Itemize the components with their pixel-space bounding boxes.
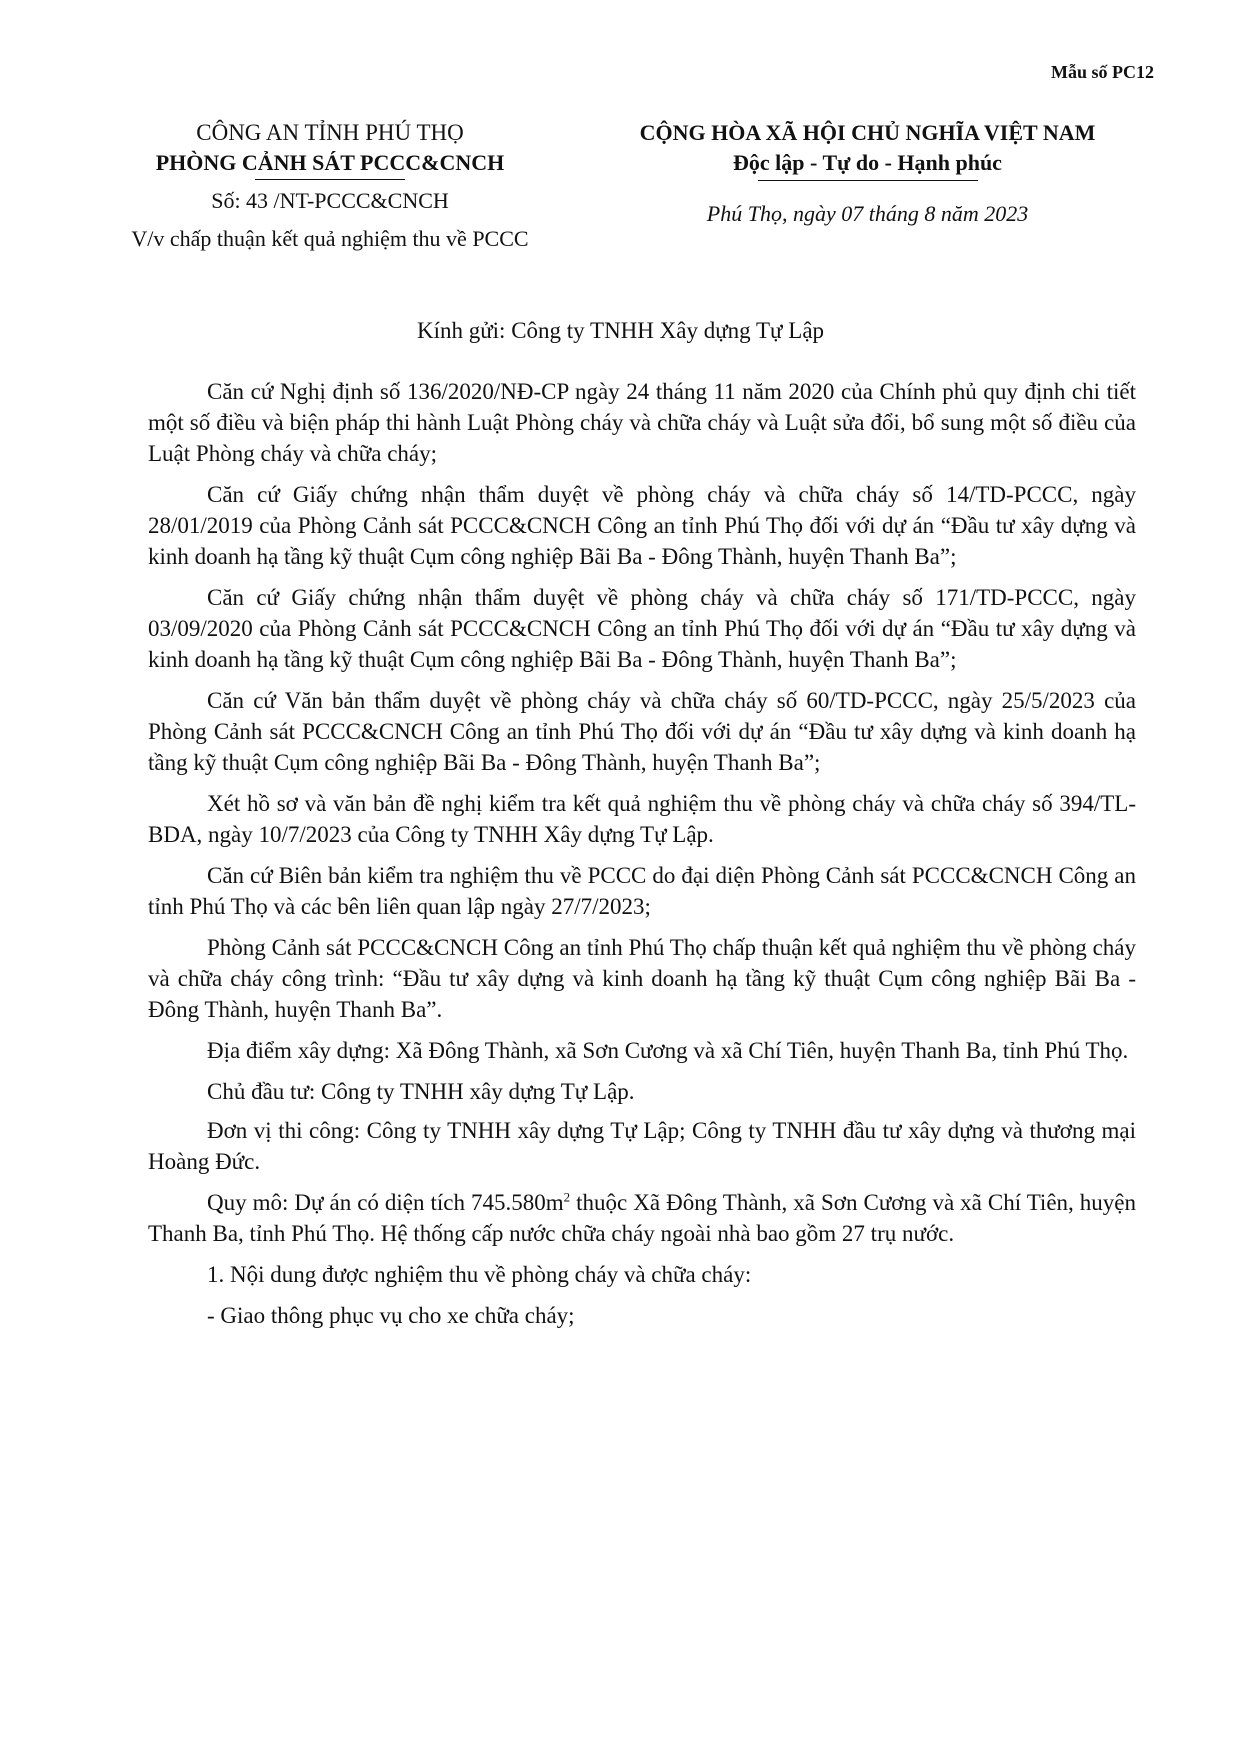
national-motto: Độc lập - Tự do - Hạnh phúc	[733, 150, 1002, 175]
list-item: - Giao thông phục vụ cho xe chữa cháy;	[207, 1303, 575, 1328]
paragraph-investor: Chủ đầu tư: Công ty TNHH xây dựng Tự Lập.	[207, 1079, 635, 1104]
paragraph-contractor: Đơn vị thi công: Công ty TNHH xây dựng Tự Lập; Công ty TNHH đầu tư xây dựng và thương mại Hoàng Đức.	[148, 1118, 1136, 1174]
agency-name: CÔNG AN TỈNH PHÚ THỌ	[196, 120, 464, 145]
document-body	[148, 376, 1136, 1341]
national-header	[585, 118, 1150, 229]
paragraph-request-dossier: Xét hồ sơ và văn bản đề nghị kiểm tra kết quả nghiệm thu về phòng cháy và chữa cháy số 394/TL-BDA, ngày 10/7/2023 của Công ty TNHH Xây dựng Tự Lập.	[148, 791, 1136, 847]
paragraph-inspection-record: Căn cứ Biên bản kiểm tra nghiệm thu về PCCC do đại diện Phòng Cảnh sát PCCC&CNCH Công an tỉnh Phú Thọ và các bên liên quan lập ngày 27/7/2023;	[148, 863, 1136, 919]
form-code: Mẫu số PC12	[1051, 62, 1154, 82]
scale-text-end: thuộc Xã Đông Thành, xã Sơn Cương và xã Chí Tiên, huyện Thanh Ba, tỉnh Phú Thọ. Hệ thống cấp nước chữa cháy ngoài nhà bao gồm 27 trụ nước.	[148, 1190, 1136, 1246]
section-heading-1: 1. Nội dung được nghiệm thu về phòng cháy và chữa cháy:	[207, 1262, 752, 1287]
paragraph-location: Địa điểm xây dựng: Xã Đông Thành, xã Sơn Cương và xã Chí Tiên, huyện Thanh Ba, tỉnh Phú Thọ.	[207, 1038, 1129, 1063]
paragraph-acceptance: Phòng Cảnh sát PCCC&CNCH Công an tỉnh Phú Thọ chấp thuận kết quả nghiệm thu về phòng cháy và chữa cháy công trình: “Đầu tư xây dựng và kinh doanh hạ tầng kỹ thuật Cụm công nghiệp Bãi Ba - Đông Thành, huyện Thanh Ba”.	[148, 935, 1136, 1022]
paragraph-certificate-2019: Căn cứ Giấy chứng nhận thẩm duyệt về phòng cháy và chữa cháy số 14/TD-PCCC, ngày 28/01/2019 của Phòng Cảnh sát PCCC&CNCH Công an tỉnh Phú Thọ đối với dự án “Đầu tư xây dựng và kinh doanh hạ tầng kỹ thuật Cụm công nghiệp Bãi Ba - Đông Thành, huyện Thanh Ba”;	[148, 482, 1136, 569]
department-underline	[255, 179, 405, 180]
paragraph-approval-2023: Căn cứ Văn bản thẩm duyệt về phòng cháy và chữa cháy số 60/TD-PCCC, ngày 25/5/2023 của Phòng Cảnh sát PCCC&CNCH Công an tỉnh Phú Thọ đối với dự án “Đầu tư xây dựng và kinh doanh hạ tầng kỹ thuật Cụm công nghiệp Bãi Ba - Đông Thành, huyện Thanh Ba”;	[148, 688, 1136, 775]
document-subject: V/v chấp thuận kết quả nghiệm thu về PCCC	[131, 226, 529, 251]
nation-name: CỘNG HÒA XÃ HỘI CHỦ NGHĨA VIỆT NAM	[639, 120, 1096, 145]
scale-superscript: 2	[563, 1189, 571, 1205]
scale-text-start: Quy mô: Dự án có diện tích 745.580m	[207, 1190, 564, 1215]
issuer-header	[60, 118, 600, 254]
paragraph-legal-basis-decree: Căn cứ Nghị định số 136/2020/NĐ-CP ngày 24 tháng 11 năm 2020 của Chính phủ quy định chi tiết một số điều và biện pháp thi hành Luật Phòng cháy và chữa cháy và Luật sửa đổi, bổ sung một số điều của Luật Phòng cháy và chữa cháy;	[148, 379, 1136, 466]
paragraph-certificate-2020: Căn cứ Giấy chứng nhận thẩm duyệt về phòng cháy và chữa cháy số 171/TD-PCCC, ngày 03/09/2020 của Phòng Cảnh sát PCCC&CNCH Công an tỉnh Phú Thọ đối với dự án “Đầu tư xây dựng và kinh doanh hạ tầng kỹ thuật Cụm công nghiệp Bãi Ba - Đông Thành, huyện Thanh Ba”;	[148, 585, 1136, 672]
recipient-line: Kính gửi: Công ty TNHH Xây dựng Tự Lập	[416, 318, 825, 343]
document-number: Số: 43 /NT-PCCC&CNCH	[211, 188, 449, 213]
department-name: PHÒNG CẢNH SÁT PCCC&CNCH	[155, 150, 505, 175]
date-line: Phú Thọ, ngày 07 tháng 8 năm 2023	[706, 201, 1029, 226]
paragraph-scale	[148, 1187, 1136, 1249]
motto-underline	[758, 180, 978, 181]
